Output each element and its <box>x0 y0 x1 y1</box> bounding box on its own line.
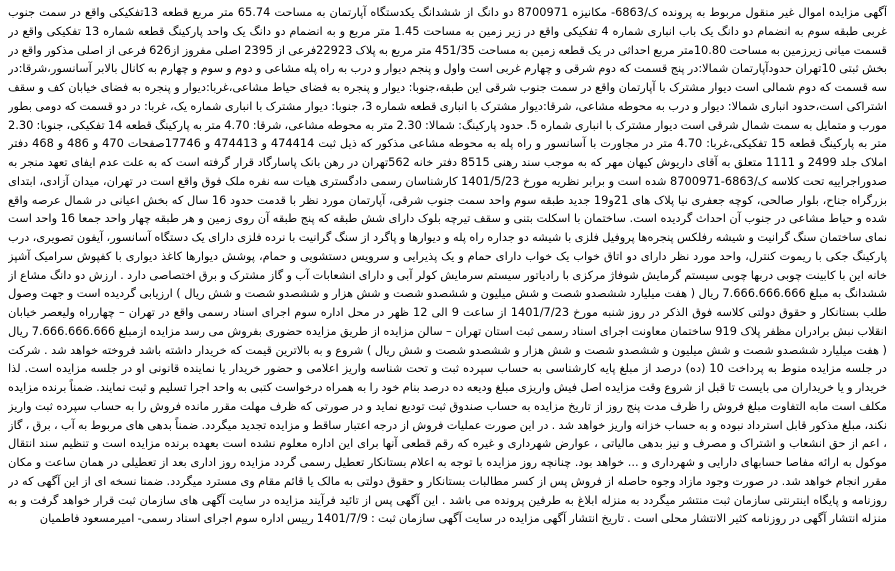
auction-notice-text: آگهی مزایده اموال غیر منقول مربوط به پرونده ک/6863- مکانیزه 8700971 دو دانگ از ششدانگ یکدستگاه آپارتمان به مساحت 65.74 متر مربع قطعه 13تفکیکی واقع در سمت جنوب غربی طبقه سوم به انضمام دو دانگ یک باب انباری شماره 4 تفکیکی واقع در زیر زمین به مساحت 1.45 متر مربع و به انضمام دو دانگ یک واحد پارکینگ قطعه شماره 13 تفکیکی واقع در قسمت میانی زیرزمین به مساحت 10.80متر مربع احداثی در یک قطعه زمین به مساحت 451/35 متر مربع به پلاک 22923فرعی از 2395 اصلی مفروز از626 فرعی از اصلی مذکور واقع در بخش ثبتی 10تهران حدودآپارتمان شمالا:در پنج قسمت که دوم شرقی و چهارم غربی است واول و پنجم دیوار و درب به راه پله مشاعی و دوم و سوم و چهارم به کانال بالابر آسانسور،شرقا:در سه قسمت که دوم شمالی است دیوار مشترک با آپارتمان واقع در سمت جنوب شرقی این طبقه،جنوبا: دیوار و پنجره به فضای حیاط مشاعی،غربا:دیوار و پنجره به فضای خیابان کف و سقف اشتراکی است،حدود انباری شمالا: دیوار و درب به محوطه مشاعی، شرقا:دیوار مشترک با انباری قطعه شماره 3، جنوبا: دیوار مشترک با انباری شماره یک، غربا: در دو قسمت که دومی بطور مورب و متمایل به سمت شمال شرقی است دیوار مشترک با انباری شماره 5. حدود پارکینگ: شمالا: 2.30 متر به محوطه مشاعی، شرقا: 4.70 متر به پارکینگ قطعه 14 تفکیکی، جنوبا: 2.30 متر به پارکینگ قطعه 15 تفکیکی،غربا: 4.70 متر در مجاورت با آسانسور و راه پله به محوطه مشاعی مذکور که ذیل ثبت 474414 و 474413 و 17746صفحات 470 و 486 و 468 دفتر املاک جلد 2499 و 1111 متعلق به آقای داریوش کیهان مهر که به موجب سند رهنی 8515 دفتر خانه 562تهران در رهن بانک پاسارگاد قرار گرفته است که به علت عدم ایفای تعهد منجر به صدوراجراییه تحت کلاسه ک/6863-8700971 شده است و برابر نظریه مورخ 1401/5/23 کارشناسان رسمی دادگستری هیات سه نفره ملک فوق واقع است در تهران، میدان آزادی، ابتدای بزرگراه جناح، بلوار صالحی، کوچه جعفری نیا پلاک های 21و19 جدید طبقه سوم واحد سمت جنوب شرقی، آپارتمان مورد نظر با قدمت حدود 16 سال که بخش اعیانی در شمال عرصه واقع شده و حیاط مشاعی در جنوب آن احداث گردیده است. ساختمان با اسکلت بتنی و سقف تیرچه بلوک دارای شش طبقه که پنج طبقه آن روی زمین و هر طبقه چهار واحد جمعا 16 واحد است نمای ساختمان سنگ گرانیت و شیشه رفلکس پنجره‌ها پروفیل فلزی با شیشه دو جداره راه پله و دیوارها و پاگرد از سنگ گرانیت با نرده فلزی دارای یک دستگاه آسانسور، آیفون تصویری، درب پارکینگ جکی با ریموت کنترل، واحد مورد نظر دارای دو اتاق خواب یک خواب دارای حمام و یک پذیرایی و سرویس دستشویی و حمام، پوشش دیوارها کاغذ دیواری با کفپوش سرامیک آشپز خانه این با کابینت چوبی دربها چوبی سیستم گرمایش شوفاژ مرکزی با رادیاتور سیستم سرمایش کولر آبی و دارای انشعابات آب و گاز مشترک و برق اختصاصی دارد . ارزش دو دانگ مشاع از ششدانگ به مبلغ 7.666.666.666 ریال ( هفت میلیارد ششصدو شصت و شش میلیون و ششصدو شصت و شش هزار و ششصدو شصت و شش ریال ) ارزیابی گردیده است و جهت وصول طلب بستانکار و حقوق دولتی کلاسه فوق الذکر در روز شنبه مورخ 1401/7/23 از ساعت 9 الی 12 ظهر در محل اداره سوم اجرای اسناد رسمی واقع در تهران – چهارراه ولیعصر خیابان انقلاب نبش برادران مظفر پلاک 919 ساختمان معاونت اجرای اسناد رسمی ثبت استان تهران – سالن مزایده از طریق مزایده حضوری بفروش می رسد مزایده ازمبلغ 7.666.666.666 ریال ( هفت میلیارد ششصدو شصت و شش میلیون و ششصدو شصت و شش هزار و ششصدو شصت و شش ریال ) شروع و به بالاترین قیمت که خریدار داشته باشد فروخته خواهد شد . شرکت در جلسه مزایده منوط به پرداخت 10 (ده) درصد از مبلغ پایه کارشناسی به حساب سپرده ثبت و تحت شناسه واریز اعلامی و حضور خریدار یا نماینده قانونی او در جلسه مزایده است. لذا خریدار و یا خریداران می بایست تا قبل از شروع وقت مزایده اصل فیش واریزی مبلغ ودیعه ده درصد بنام خود را به همراه درخواست کتبی به واحد اجرا تسلیم و ثبت نمایند. ضمناً برنده مزایده مکلف است مابه التفاوت مبلغ فروش را ظرف مدت پنج روز از تاریخ مزایده به حساب صندوق ثبت تودیع نماید و در صورتی که ظرف مهلت مقرر مانده فروش را به حساب سپرده ثبت واریز نکند، مبلغ مذکور قابل استرداد نبوده و به حساب خزانه واریز خواهد شد . در این صورت عملیات فروش از درجه اعتبار ساقط و مزایده تجدید میگردد. ضمناً بدهی های مربوط به آب ، برق ، گاز ، اعم از حق انشعاب و اشتراک و مصرف و نیز بدهی مالیاتی ، عوارض شهرداری و غیره که رقم قطعی آنها برای این اداره معلوم نشده است بعهده برنده مزایده است و تنظیم سند انتقال موکول به ارائه مفاصا حسابهای دارایی و شهرداری و ... خواهد بود. چنانچه روز مزایده با توجه به اعلام بستانکار تعطیل رسمی گردد مزایده روز اداری بعد از تعطیلی در همان ساعت و مکان مقرر انجام خواهد شد. در صورت وجود مازاد وجوه حاصله از فروش پس از کسر مطالبات بستانکار و حقوق دولتی به مالک یا قائم مقام وی مسترد میگردد. ضمنا نسخه ای از این آگهی که در روزنامه و پایگاه اینترنتی سازمان ثبت منتشر میگردد به منزله ابلاغ به طرفین پرونده می باشد . این آگهی پس از تائید فرآیند مزایده در سایت آگهی های سازمان ثبت قرار خواهد گرفت و به منزله انتشار آگهی در روزنامه کثیر الانتشار محلی است . تاریخ انتشار آگهی مزایده در سایت آگهی سازمان ثبت : 1401/7/9 رییس اداره سوم اجرای اسناد رسمی- امیرمسعود فاطمیان <box>8 5 887 526</box>
auction-notice <box>8 3 887 567</box>
